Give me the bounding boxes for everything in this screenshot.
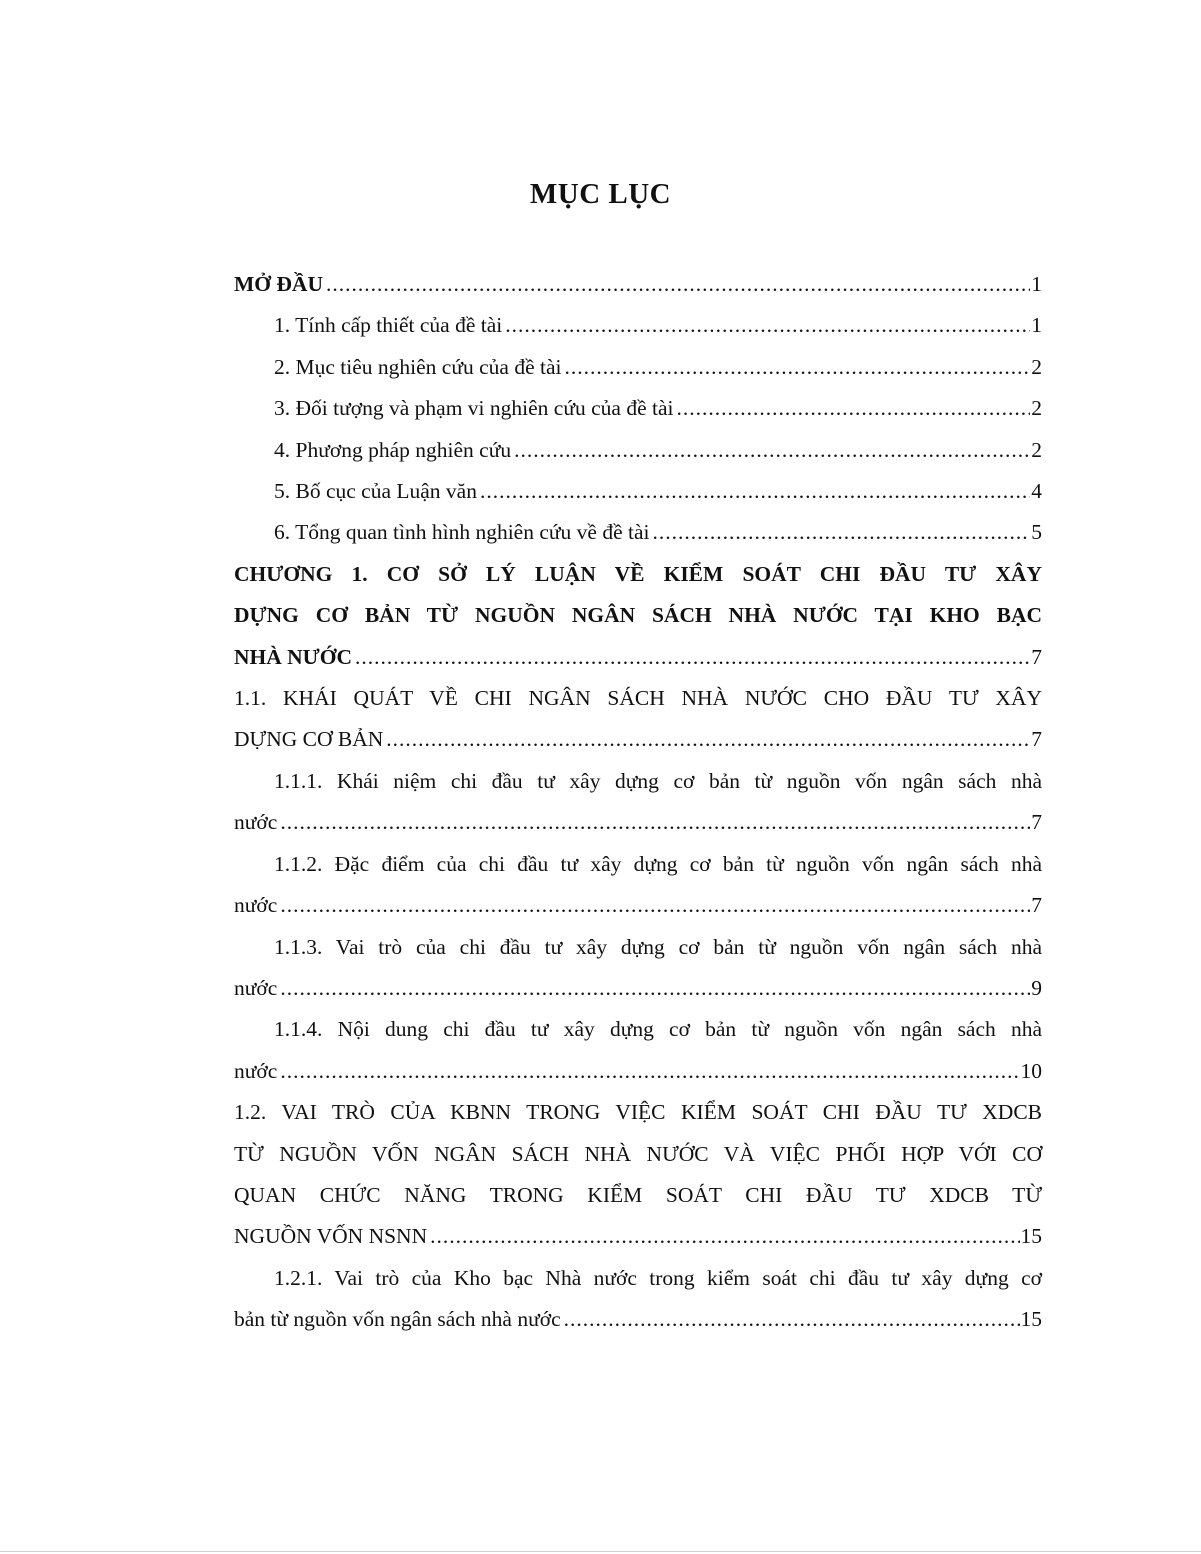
toc-entry-last-line [234,512,1042,553]
toc-entry-last-line [234,347,1042,388]
toc-title: MỤC LỤC [529,178,672,210]
toc-entry-last-line [234,1051,1042,1092]
toc-entry [234,388,1042,429]
dot-leader [430,1216,1019,1257]
toc-entry [234,1258,1042,1341]
dot-leader [653,512,1031,553]
page-bottom-rule [0,1551,1201,1552]
toc-page-number: 9 [1031,975,1042,1000]
toc-entry-last-line [234,885,1042,926]
toc-entry-text: nước [234,975,278,1000]
toc-page-number: 15 [1020,1307,1042,1332]
toc-page-number: 2 [1031,396,1042,421]
toc-entry-text: nước [234,893,278,918]
toc-entry [234,844,1042,927]
toc-entry-text: DỰNG CƠ BẢN [234,727,384,752]
toc-entry [234,347,1042,388]
toc-entry [234,678,1042,761]
toc-entry-last-line [234,719,1042,760]
toc-page-number: 15 [1020,1224,1042,1249]
toc-entry-last-line [234,430,1042,471]
dot-leader [280,968,1030,1009]
dot-leader [480,471,1030,512]
dot-leader [564,1299,1020,1340]
toc-entry [234,471,1042,512]
toc-entry-last-line [234,388,1042,429]
toc-entry-last-line [234,802,1042,843]
toc-entry-last-line [234,305,1042,346]
dot-leader [280,885,1030,926]
toc-entry-text: MỞ ĐẦU [234,272,323,296]
toc-entry-text: 4. Phương pháp nghiên cứu [274,437,512,462]
toc-entry [234,1009,1042,1092]
table-of-contents [234,264,1042,1341]
toc-entry-last-line [234,264,1042,305]
toc-entry-last-line [234,471,1042,512]
dot-leader [676,388,1030,429]
toc-page-number: 7 [1031,893,1042,918]
toc-entry [234,430,1042,471]
toc-entry-line: QUAN CHỨC NĂNG TRONG KIỂM SOÁT CHI ĐẦU TƯ XDCB TỪ [234,1182,1042,1207]
dot-leader [280,802,1030,843]
toc-entry-text: NGUỒN VỐN NSNN [234,1224,428,1249]
toc-entry-last-line [234,1216,1042,1257]
toc-entry-text: bản từ nguồn vốn ngân sách nhà nước [234,1307,561,1332]
dot-leader [355,637,1030,678]
toc-entry-last-line [234,637,1042,678]
toc-entry [234,761,1042,844]
toc-page-number: 1 [1031,313,1042,338]
toc-entry [234,927,1042,1010]
toc-page-number: 7 [1031,644,1042,669]
toc-page-number: 5 [1031,520,1042,545]
toc-entry [234,554,1042,678]
toc-page-number: 10 [1020,1058,1042,1083]
toc-entry-last-line [234,968,1042,1009]
toc-entry-text: 5. Bố cục của Luận văn [274,479,477,504]
toc-page-number: 1 [1031,272,1042,296]
toc-entry [234,264,1042,305]
toc-entry-line: TỪ NGUỒN VỐN NGÂN SÁCH NHÀ NƯỚC VÀ VIỆC PHỐI HỢP VỚI CƠ [234,1141,1042,1166]
toc-entry-text: nước [234,1058,278,1083]
toc-entry-line: DỰNG CƠ BẢN TỪ NGUỒN NGÂN SÁCH NHÀ NƯỚC TẠI KHO BẠC [234,603,1042,628]
toc-entry-text: 3. Đối tượng và phạm vi nghiên cứu của đề tài [274,396,674,421]
toc-entry-text: NHÀ NƯỚC [234,644,353,669]
toc-entry-line: 1.2.1. Vai trò của Kho bạc Nhà nước trong kiểm soát chi đầu tư xây dựng cơ [274,1265,1042,1290]
toc-entry-last-line [234,1299,1042,1340]
toc-entry-line: 1.1.3. Vai trò của chi đầu tư xây dựng cơ bản từ nguồn vốn ngân sách nhà [274,934,1042,959]
toc-page-number: 4 [1031,479,1042,504]
toc-entry-text: 2. Mục tiêu nghiên cứu của đề tài [274,354,562,379]
toc-page-number: 7 [1031,810,1042,835]
toc-entry [234,512,1042,553]
toc-page-number: 2 [1031,437,1042,462]
toc-entry-line: 1.1.1. Khái niệm chi đầu tư xây dựng cơ bản từ nguồn vốn ngân sách nhà [274,768,1042,793]
toc-entry-text: nước [234,810,278,835]
toc-entry [234,305,1042,346]
toc-entry-line: CHƯƠNG 1. CƠ SỞ LÝ LUẬN VỀ KIỂM SOÁT CHI ĐẦU TƯ XÂY [234,561,1042,586]
toc-entry [234,1092,1042,1258]
toc-entry-line: 1.1.4. Nội dung chi đầu tư xây dựng cơ bản từ nguồn vốn ngân sách nhà [274,1017,1042,1042]
dot-leader [386,719,1030,760]
dot-leader [505,305,1030,346]
toc-entry-line: 1.2. VAI TRÒ CỦA KBNN TRONG VIỆC KIỂM SOÁT CHI ĐẦU TƯ XDCB [234,1100,1042,1125]
dot-leader [564,347,1030,388]
toc-page-number: 7 [1031,727,1042,752]
toc-entry-text: 6. Tổng quan tình hình nghiên cứu về đề tài [274,520,650,545]
dot-leader [514,430,1030,471]
toc-page-number: 2 [1031,354,1042,379]
toc-entry-text: 1. Tính cấp thiết của đề tài [274,313,503,338]
toc-entry-line: 1.1.2. Đặc điểm của chi đầu tư xây dựng cơ bản từ nguồn vốn ngân sách nhà [274,851,1042,876]
dot-leader [280,1051,1019,1092]
dot-leader [326,264,1030,305]
toc-entry-line: 1.1. KHÁI QUÁT VỀ CHI NGÂN SÁCH NHÀ NƯỚC CHO ĐẦU TƯ XÂY [234,686,1042,711]
